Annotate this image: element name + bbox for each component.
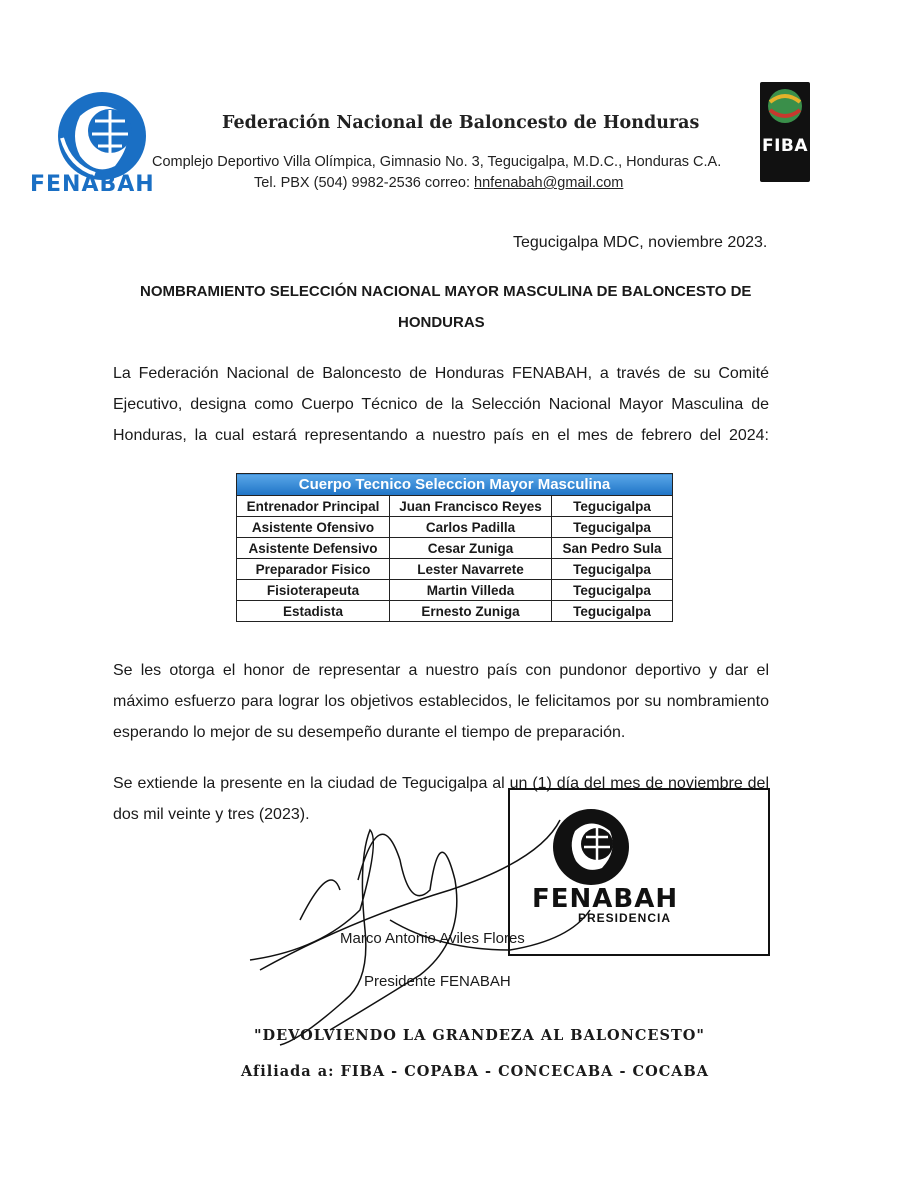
fiba-wordmark: FIBA bbox=[761, 136, 809, 156]
logo-wordmark: FENABAH bbox=[30, 172, 155, 197]
city-cell: San Pedro Sula bbox=[552, 538, 673, 559]
name-cell: Lester Navarrete bbox=[390, 559, 552, 580]
stamp-subtitle: PRESIDENCIA bbox=[578, 911, 672, 925]
city-cell: Tegucigalpa bbox=[552, 517, 673, 538]
organization-contact bbox=[254, 175, 623, 191]
contact-phone: Tel. PBX (504) 9982-2536 correo: bbox=[254, 175, 475, 191]
table-row bbox=[237, 517, 673, 538]
fiba-logo bbox=[760, 82, 810, 182]
table-row bbox=[237, 580, 673, 601]
organization-title: Federación Nacional de Baloncesto de Honduras bbox=[222, 113, 700, 133]
affiliation-line: Afiliada a: FIBA - COPABA - CONCECABA - COCABA bbox=[241, 1063, 710, 1080]
fiba-ball-icon bbox=[760, 82, 810, 132]
paragraph-line: Ejecutivo, designa como Cuerpo Técnico de la Selección Nacional Mayor Masculina de bbox=[113, 396, 769, 413]
paragraph-line: Se extiende la presente en la ciudad de Tegucigalpa al un (1) día del mes de noviembre del bbox=[113, 775, 769, 792]
table-header-row bbox=[237, 474, 673, 496]
contact-email-link[interactable]: hnfenabah@gmail.com bbox=[474, 175, 624, 191]
role-cell: Asistente Ofensivo bbox=[237, 517, 390, 538]
table-row bbox=[237, 538, 673, 559]
organization-address: Complejo Deportivo Villa Olímpica, Gimnasio No. 3, Tegucigalpa, M.D.C., Honduras C.A. bbox=[152, 154, 722, 170]
paragraph-line: esperando lo mejor de su desempeño durante el tiempo de preparación. bbox=[113, 724, 626, 741]
name-cell: Ernesto Zuniga bbox=[390, 601, 552, 622]
handwritten-signature bbox=[240, 800, 600, 1050]
city-cell: Tegucigalpa bbox=[552, 496, 673, 517]
name-cell: Juan Francisco Reyes bbox=[390, 496, 552, 517]
table-row bbox=[237, 496, 673, 517]
paragraph-line: La Federación Nacional de Baloncesto de Honduras FENABAH, a través de su Comité bbox=[113, 365, 769, 382]
city-cell: Tegucigalpa bbox=[552, 559, 673, 580]
congratulation-paragraph bbox=[113, 655, 769, 748]
table-row bbox=[237, 559, 673, 580]
paragraph-line: dos mil veinte y tres (2023). bbox=[113, 806, 310, 823]
motto: "DEVOLVIENDO LA GRANDEZA AL BALONCESTO" bbox=[254, 1027, 705, 1044]
role-cell: Estadista bbox=[237, 601, 390, 622]
paragraph-line: máximo esfuerzo para lograr los objetivos establecidos, le felicitamos por su nombramiento bbox=[113, 693, 769, 710]
intro-paragraph bbox=[113, 358, 769, 451]
name-cell: Martin Villeda bbox=[390, 580, 552, 601]
document-heading-continued: HONDURAS bbox=[398, 314, 485, 331]
name-cell: Carlos Padilla bbox=[390, 517, 552, 538]
table-row bbox=[237, 601, 673, 622]
signer-title: Presidente FENABAH bbox=[364, 973, 511, 990]
staff-table bbox=[236, 473, 673, 622]
city-cell: Tegucigalpa bbox=[552, 580, 673, 601]
paragraph-line: Se les otorga el honor de representar a nuestro país con pundonor deportivo y dar el bbox=[113, 662, 769, 679]
role-cell: Fisioterapeuta bbox=[237, 580, 390, 601]
signer-name: Marco Antonio Aviles Flores bbox=[340, 930, 525, 947]
paragraph-line: Honduras, la cual estará representando a nuestro país en el mes de febrero del 2024: bbox=[113, 427, 769, 444]
date-line: Tegucigalpa MDC, noviembre 2023. bbox=[513, 234, 768, 251]
document-heading: NOMBRAMIENTO SELECCIÓN NACIONAL MAYOR MASCULINA DE BALONCESTO DE bbox=[140, 283, 752, 300]
role-cell: Entrenador Principal bbox=[237, 496, 390, 517]
stamp-wordmark: FENABAH bbox=[532, 884, 679, 914]
role-cell: Preparador Fisico bbox=[237, 559, 390, 580]
table-title: Cuerpo Tecnico Seleccion Mayor Masculina bbox=[237, 474, 673, 496]
city-cell: Tegucigalpa bbox=[552, 601, 673, 622]
name-cell: Cesar Zuniga bbox=[390, 538, 552, 559]
role-cell: Asistente Defensivo bbox=[237, 538, 390, 559]
